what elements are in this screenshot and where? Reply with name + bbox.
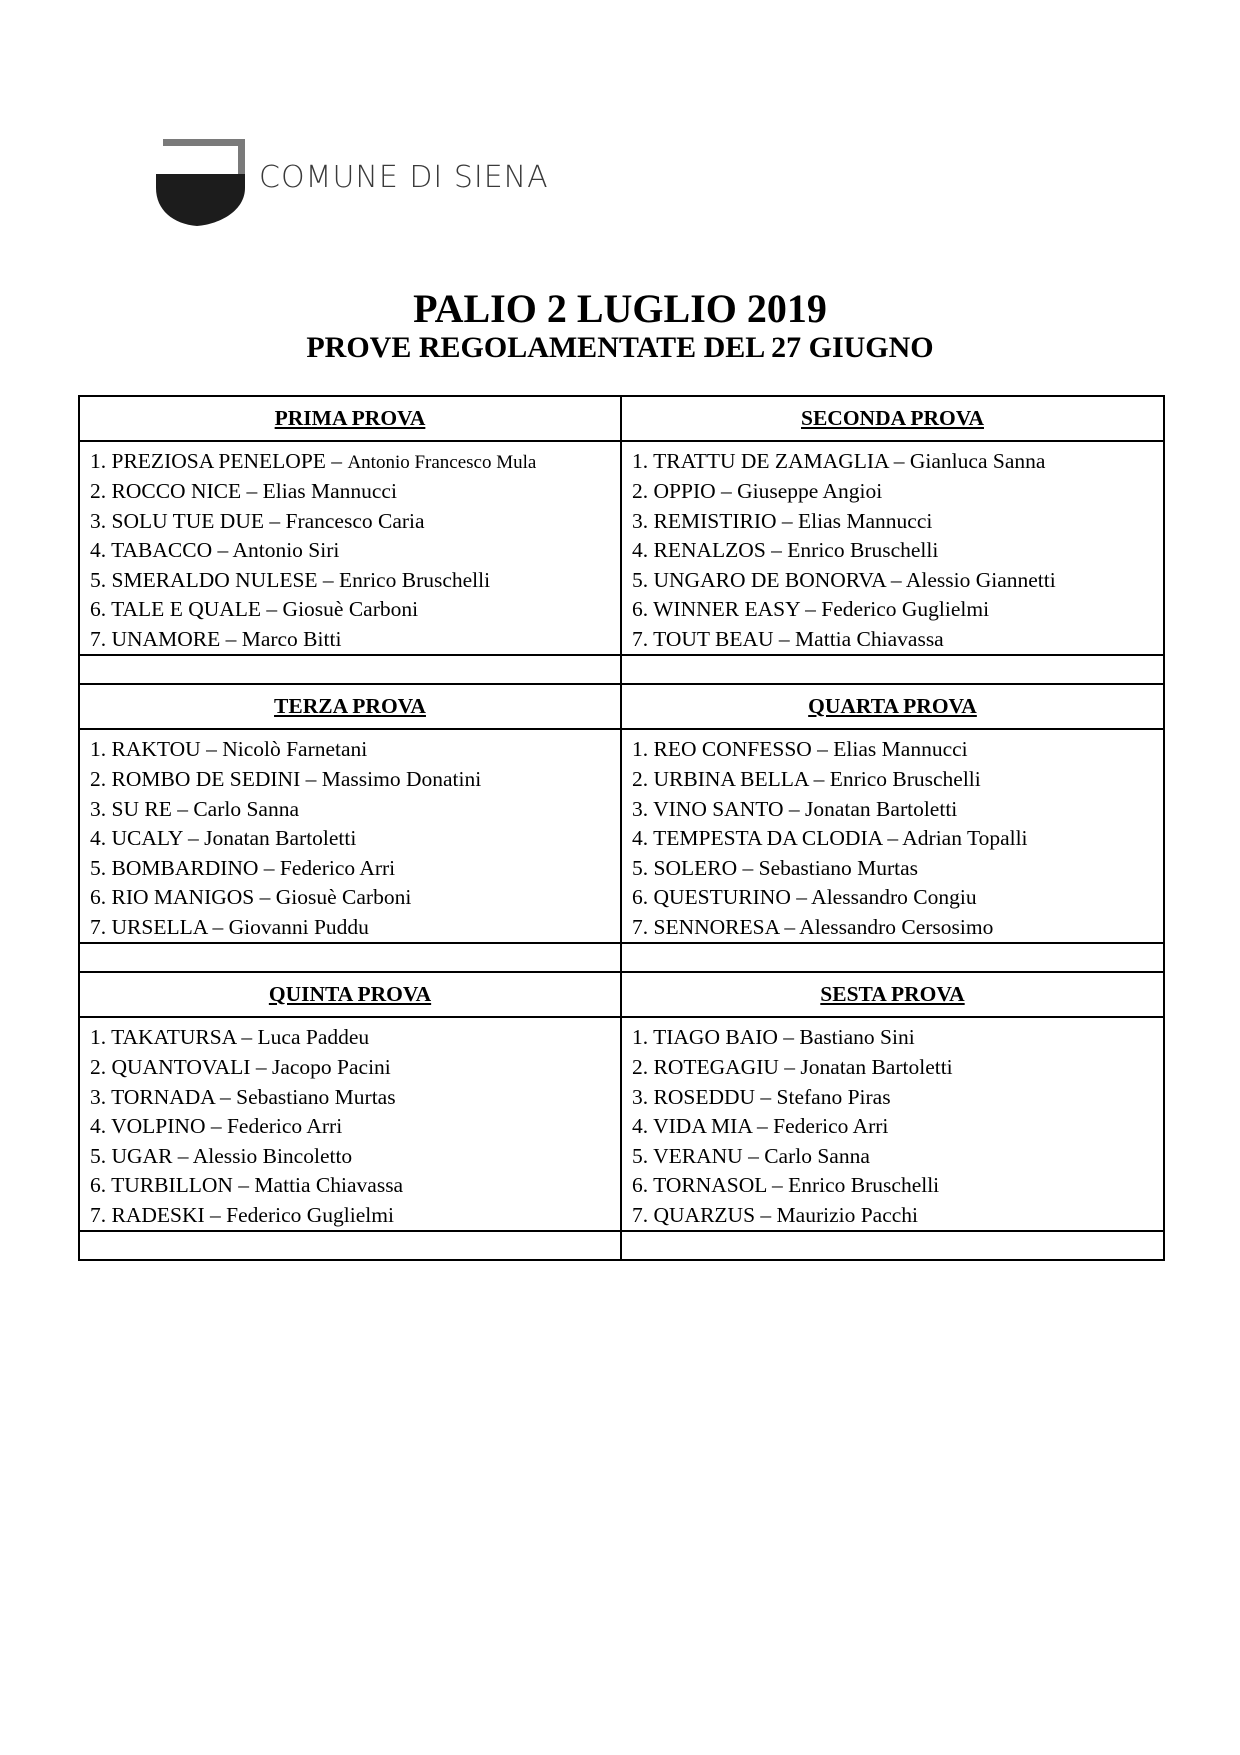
sesta-prova-entry: 4. VIDA MIA – Federico Arri (621, 1112, 1164, 1142)
prima-prova-entry: 1. PREZIOSA PENELOPE – Antonio Francesco Mula (79, 441, 621, 477)
seconda-prova-header: SECONDA PROVA (621, 396, 1164, 441)
comune-di-siena-logo (155, 136, 595, 228)
spacer-cell (79, 1231, 621, 1260)
quarta-prova-entry: 4. TEMPESTA DA CLODIA – Adrian Topalli (621, 824, 1164, 854)
spacer-cell (621, 1231, 1164, 1260)
quarta-prova-entry: 3. VINO SANTO – Jonatan Bartoletti (621, 795, 1164, 825)
quarta-prova-entry: 1. REO CONFESSO – Elias Mannucci (621, 729, 1164, 765)
prove-table (78, 395, 1165, 1261)
prima-prova-entry: 4. TABACCO – Antonio Siri (79, 536, 621, 566)
siena-shield-icon (155, 136, 247, 228)
terza-prova-entry: 2. ROMBO DE SEDINI – Massimo Donatini (79, 765, 621, 795)
sesta-prova-header: SESTA PROVA (621, 972, 1164, 1017)
seconda-prova-entry: 3. REMISTIRIO – Elias Mannucci (621, 507, 1164, 537)
seconda-prova-entry: 6. WINNER EASY – Federico Guglielmi (621, 595, 1164, 625)
sesta-prova-entry: 6. TORNASOL – Enrico Bruschelli (621, 1171, 1164, 1201)
spacer-cell (79, 943, 621, 972)
seconda-prova-entry: 7. TOUT BEAU – Mattia Chiavassa (621, 625, 1164, 656)
terza-prova-entry: 4. UCALY – Jonatan Bartoletti (79, 824, 621, 854)
prima-prova-entry: 6. TALE E QUALE – Giosuè Carboni (79, 595, 621, 625)
prima-prova-header: PRIMA PROVA (79, 396, 621, 441)
terza-prova-entry: 5. BOMBARDINO – Federico Arri (79, 854, 621, 884)
seconda-prova-entry: 1. TRATTU DE ZAMAGLIA – Gianluca Sanna (621, 441, 1164, 477)
prima-prova-entry: 5. SMERALDO NULESE – Enrico Bruschelli (79, 566, 621, 596)
prima-prova-entry: 2. ROCCO NICE – Elias Mannucci (79, 477, 621, 507)
quinta-prova-entry: 6. TURBILLON – Mattia Chiavassa (79, 1171, 621, 1201)
quinta-prova-entry: 5. UGAR – Alessio Bincoletto (79, 1142, 621, 1172)
quarta-prova-entry: 2. URBINA BELLA – Enrico Bruschelli (621, 765, 1164, 795)
quarta-prova-entry: 6. QUESTURINO – Alessandro Congiu (621, 883, 1164, 913)
quinta-prova-entry: 7. RADESKI – Federico Guglielmi (79, 1201, 621, 1232)
sesta-prova-entry: 5. VERANU – Carlo Sanna (621, 1142, 1164, 1172)
prima-prova-entry: 7. UNAMORE – Marco Bitti (79, 625, 621, 656)
quinta-prova-header: QUINTA PROVA (79, 972, 621, 1017)
page-subtitle: PROVE REGOLAMENTATE DEL 27 GIUGNO (306, 331, 934, 364)
sesta-prova-entry: 7. QUARZUS – Maurizio Pacchi (621, 1201, 1164, 1232)
sesta-prova-entry: 3. ROSEDDU – Stefano Piras (621, 1083, 1164, 1113)
prima-prova-entry: 3. SOLU TUE DUE – Francesco Caria (79, 507, 621, 537)
spacer-cell (621, 943, 1164, 972)
organization-name: COMUNE DI SIENA (259, 160, 549, 195)
quarta-prova-entry: 5. SOLERO – Sebastiano Murtas (621, 854, 1164, 884)
spacer-cell (79, 655, 621, 684)
quinta-prova-entry: 1. TAKATURSA – Luca Paddeu (79, 1017, 621, 1053)
spacer-cell (621, 655, 1164, 684)
prima-prova-entry-1-jockey: Antonio Francesco Mula (347, 451, 537, 473)
terza-prova-entry: 3. SU RE – Carlo Sanna (79, 795, 621, 825)
quinta-prova-entry: 4. VOLPINO – Federico Arri (79, 1112, 621, 1142)
quinta-prova-entry: 3. TORNADA – Sebastiano Murtas (79, 1083, 621, 1113)
seconda-prova-entry: 4. RENALZOS – Enrico Bruschelli (621, 536, 1164, 566)
seconda-prova-entry: 5. UNGARO DE BONORVA – Alessio Giannetti (621, 566, 1164, 596)
page-title: PALIO 2 LUGLIO 2019 (413, 286, 827, 331)
quarta-prova-header: QUARTA PROVA (621, 684, 1164, 729)
sesta-prova-entry: 2. ROTEGAGIU – Jonatan Bartoletti (621, 1053, 1164, 1083)
terza-prova-entry: 7. URSELLA – Giovanni Puddu (79, 913, 621, 944)
terza-prova-entry: 6. RIO MANIGOS – Giosuè Carboni (79, 883, 621, 913)
quarta-prova-entry: 7. SENNORESA – Alessandro Cersosimo (621, 913, 1164, 944)
seconda-prova-entry: 2. OPPIO – Giuseppe Angioi (621, 477, 1164, 507)
terza-prova-entry: 1. RAKTOU – Nicolò Farnetani (79, 729, 621, 765)
quinta-prova-entry: 2. QUANTOVALI – Jacopo Pacini (79, 1053, 621, 1083)
terza-prova-header: TERZA PROVA (79, 684, 621, 729)
sesta-prova-entry: 1. TIAGO BAIO – Bastiano Sini (621, 1017, 1164, 1053)
